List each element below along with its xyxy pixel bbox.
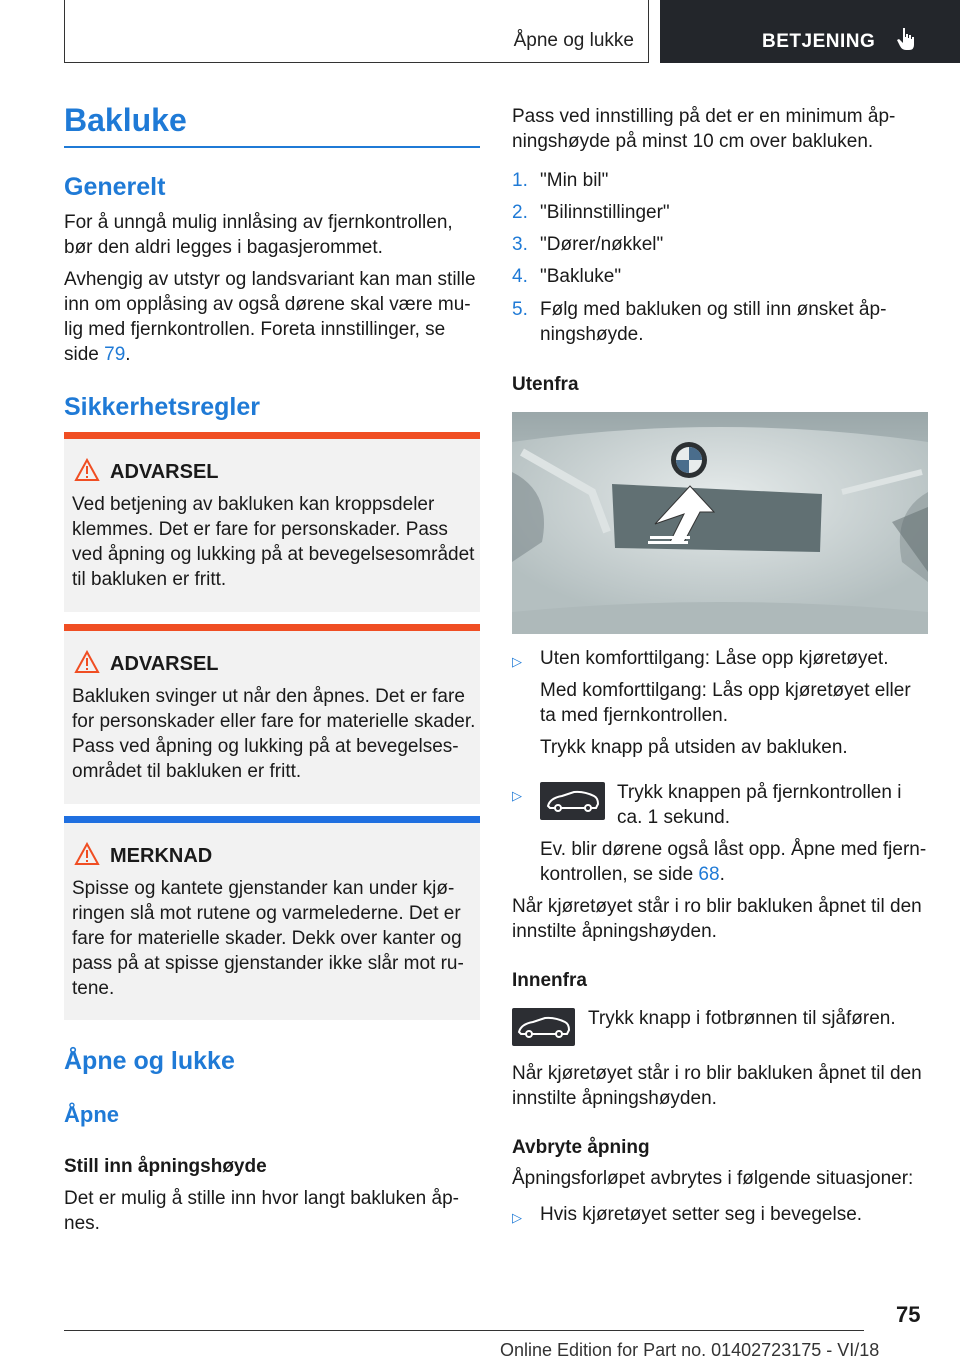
warning-triangle-icon [74, 842, 100, 866]
note-label: MERKNAD [110, 845, 213, 867]
bullet-triangle-icon: ▷ [512, 654, 522, 669]
page-title: Bakluke [64, 102, 187, 138]
car-tailgate-button-icon [540, 782, 605, 820]
warning-text: Ved betjening av bakluken kan kroppsdeler klemmes. Det er fare for personskader. Pass ved åpning og lukking på at bevegelsesområdet til bakluken er fritt. [72, 494, 475, 590]
bullet-triangle-icon: ▷ [512, 1210, 522, 1225]
heading-still-inn: Still inn åpningshøyde [64, 1156, 267, 1177]
bullet-triangle-icon: ▷ [512, 788, 522, 803]
bullet-trykk-fjernkontroll: Trykk knappen på fjernkontrollen i ca. 1 sekund. [617, 782, 902, 828]
paragraph-naar-2: Når kjøretøyet står i ro blir bakluken åpnet til den innstilte åpningshøyden. [512, 1063, 922, 1109]
warning-label: ADVARSEL [110, 653, 219, 675]
footer-edition: Online Edition for Part no. 01402723175 - VI/18 [500, 1340, 880, 1360]
header-chapter-title: BETJENING [762, 31, 876, 52]
paragraph-generelt-1: For å unngå mulig innlåsing av fjernkontrollen, bør den aldri legges i bagasjerommet. [64, 212, 453, 258]
warning-bar [64, 624, 480, 631]
header-section-box [64, 0, 649, 63]
paragraph-med-komforttilgang: Med komforttilgang: Lås opp kjøretøyet eller ta med fjernkontrollen. [540, 680, 911, 726]
paragraph-trykk-knapp: Trykk knapp på utsiden av bakluken. [540, 737, 848, 758]
warning-bar [64, 432, 480, 439]
header-section-title: Åpne og lukke [513, 30, 634, 51]
paragraph-ev-doerene: Ev. blir dørene også låst opp. Åpne med fjernkontrollen, se side 68. [540, 839, 927, 885]
heading-aapne: Åpne [64, 1102, 119, 1127]
title-rule [64, 146, 480, 148]
heading-innenfra: Innenfra [512, 970, 587, 991]
warning-triangle-icon [74, 650, 100, 674]
car-tailgate-button-icon [512, 1008, 575, 1046]
page-link-68[interactable]: 68 [698, 864, 720, 885]
warning-triangle-icon [74, 458, 100, 482]
heading-avbryte: Avbryte åpning [512, 1137, 650, 1158]
heading-aapne-og-lukke: Åpne og lukke [64, 1047, 235, 1075]
heading-utenfra: Utenfra [512, 374, 579, 395]
note-text: Spisse og kantete gjenstander kan under kjøringen slå mot rutene og varmelederne. Det er fare for materielle skader. Dekk over kanter og pass på at spisse gjenstander ikke slår mot rutene. [72, 878, 464, 999]
header-chapter-tab [660, 0, 960, 63]
warning-label: ADVARSEL [110, 461, 219, 483]
page-link-79[interactable]: 79 [104, 344, 126, 365]
bullet-uten-komforttilgang: Uten komforttilgang: Låse opp kjøretøyet. [540, 648, 889, 669]
heading-sikkerhetsregler: Sikkerhetsregler [64, 393, 260, 421]
page-number: 75 [896, 1302, 921, 1327]
heading-generelt: Generelt [64, 173, 166, 201]
note-box [64, 816, 480, 1020]
note-bar [64, 816, 480, 823]
tailgate-illustration [512, 412, 928, 634]
paragraph-generelt-2: Avhengig av utstyr og landsvariant kan man stille inn om opplåsing av også dørene skal være mulig med fjernkontrollen. Foreta innstillinger, se side 79. [64, 269, 476, 365]
warning-box-2 [64, 624, 480, 804]
paragraph-still-inn: Det er mulig å stille inn hvor langt bakluken åpnes. [64, 1188, 459, 1234]
bullet-bevegelse: Hvis kjøretøyet setter seg i bevegelse. [540, 1204, 863, 1225]
paragraph-naar-1: Når kjøretøyet står i ro blir bakluken åpnet til den innstilte åpningshøyden. [512, 896, 922, 942]
paragraph-avbryte: Åpningsforløpet avbrytes i følgende situasjoner: [512, 1168, 914, 1189]
hand-pointer-icon [896, 26, 918, 52]
warning-text: Bakluken svinger ut når den åpnes. Det er fare for personskader eller fare for materielle skader. Pass ved åpning og lukking på at bevegelsesområdet til bakluken er fritt. [72, 686, 476, 782]
footer-rule [64, 1330, 864, 1331]
warning-box-1 [64, 432, 480, 612]
paragraph-intro: Pass ved innstilling på det er en minimum åpningshøyde på minst 10 cm over bakluken. [512, 106, 896, 152]
tailgate-illustration-svg [512, 412, 928, 634]
paragraph-innenfra: Trykk knapp i fotbrønnen til sjåføren. [588, 1008, 896, 1029]
